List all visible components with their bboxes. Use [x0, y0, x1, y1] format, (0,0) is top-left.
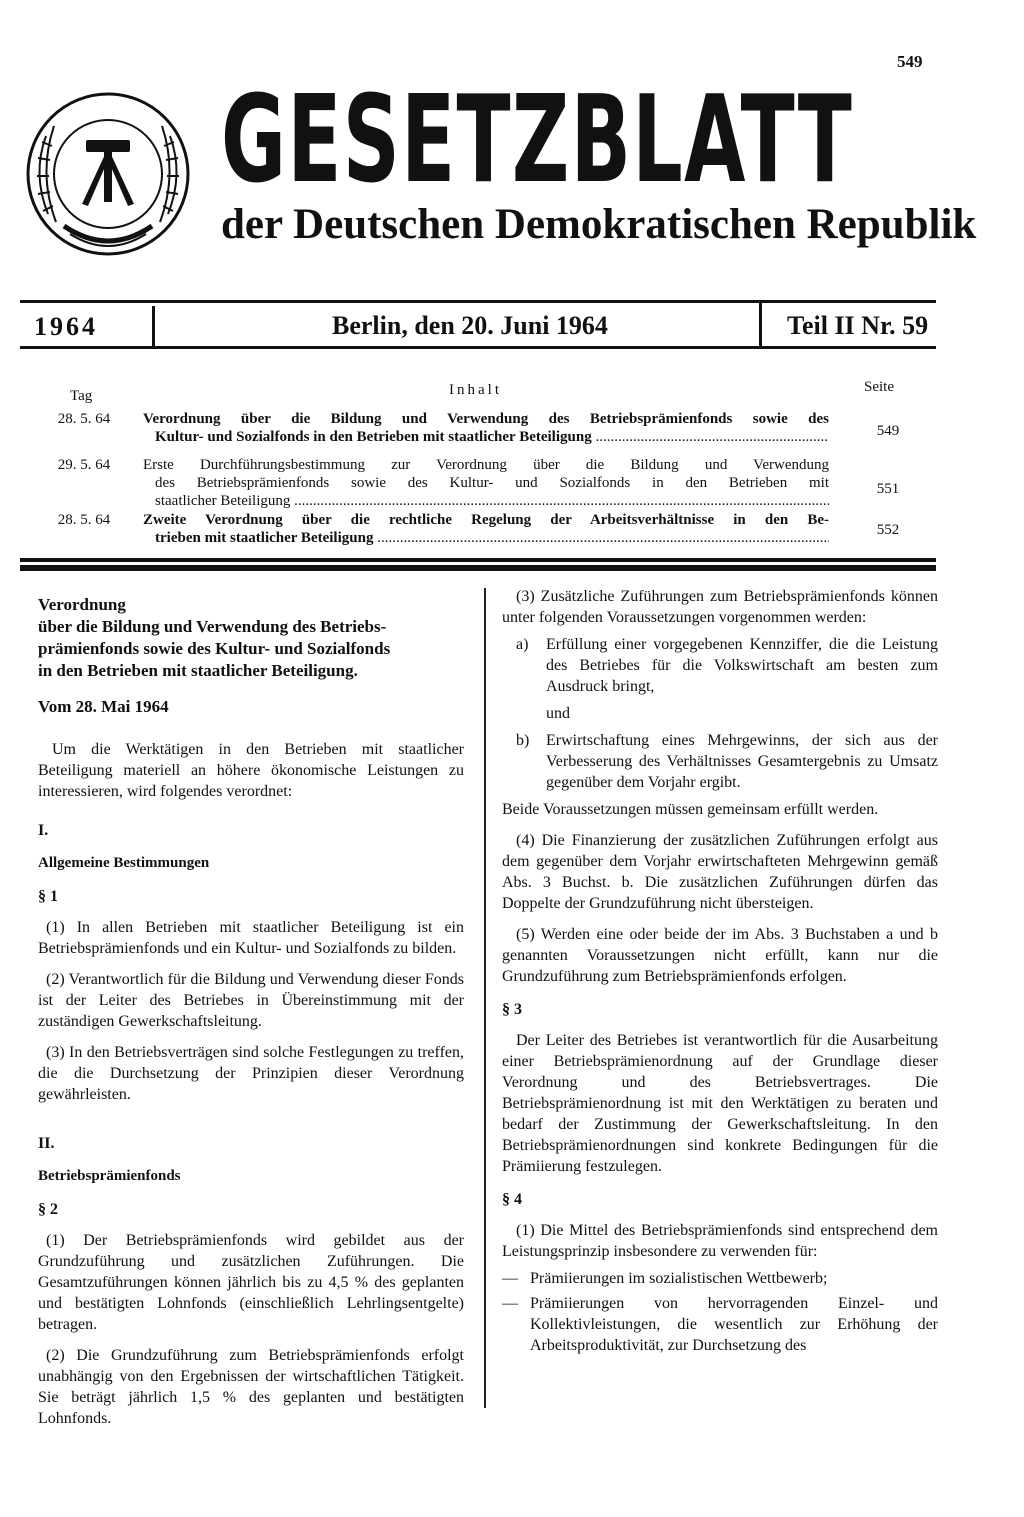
paragraph: Beide Voraussetzungen müssen gemeinsam erfüllt werden.	[502, 801, 879, 818]
dash-marker: —	[502, 1270, 518, 1287]
masthead-subtitle: der Deutschen Demokratischen Republik	[221, 201, 977, 248]
article-left-column	[38, 594, 464, 1429]
toc-header-title: Inhalt	[449, 382, 502, 398]
dash-marker: —	[502, 1295, 518, 1312]
toc-entry-title-line	[143, 492, 829, 510]
toc-entry-page: 552	[876, 522, 900, 538]
list-item-text: Erfüllung einer vorgegebenen Kennziffer, die die Leistung des Betriebes für die Volkswirtschaft am besten zum Ausdruck bringt,	[546, 636, 938, 695]
article-date-line: Vom 28. Mai 1964	[38, 697, 169, 716]
toc-entry-title-line-text: staatlicher Beteiligung	[155, 493, 291, 509]
issue-number: Teil II Nr. 59	[787, 311, 929, 340]
issue-year: 1964	[34, 312, 98, 341]
issue-bar-bottom-rule	[20, 346, 936, 349]
toc-entry-title-line: Verordnung über die Bildung und Verwendung des Betriebsprämienfonds sowie des	[143, 411, 829, 427]
list-item-text: Prämiierungen im sozialistischen Wettbewerb;	[530, 1270, 828, 1287]
column-divider	[484, 588, 486, 1408]
issue-bar-divider-right	[759, 303, 762, 346]
toc-entry[interactable]	[44, 456, 918, 512]
toc-entry-title	[143, 511, 829, 547]
toc-entry-title-line	[143, 529, 829, 547]
toc-entry-title	[143, 410, 829, 446]
list-marker: b)	[516, 732, 530, 749]
toc-header-date: Tag	[70, 388, 93, 404]
section-number: § 2	[38, 1201, 58, 1218]
part-title: Allgemeine Bestimmungen	[38, 855, 210, 871]
toc-entry-page: 549	[876, 423, 900, 439]
paragraph: (4) Die Finanzierung der zusätzlichen Zuführungen erfolgt aus dem gegenüber dem Vorjahr erwirtschafteten Mehrgewinn gemäß Abs. 3 Buchst. b. Die zusätzlichen Zuführungen dürfen das Doppelte der Grundzuführung nicht übersteigen.	[502, 832, 938, 912]
toc-entry-title-line: des Betriebsprämienfonds sowie des Kultur- und Sozialfonds in den Betrieben mit	[155, 475, 829, 491]
list-item	[516, 730, 938, 793]
toc-header-page: Seite	[864, 379, 894, 395]
list-item	[502, 1293, 938, 1356]
section-number: § 1	[38, 888, 58, 905]
contents-bottom-rule-thick	[20, 565, 936, 571]
toc-entry-page: 551	[876, 481, 900, 497]
part-number: I.	[38, 822, 49, 839]
issue-date: Berlin, den 20. Juni 1964	[332, 311, 608, 340]
toc-entry[interactable]	[44, 410, 918, 450]
part-title: Betriebsprämienfonds	[38, 1168, 181, 1184]
article-heading-line: über die Bildung und Verwendung des Betriebs-	[38, 617, 387, 636]
part-number: II.	[38, 1135, 55, 1152]
list-item-text: Prämiierungen von hervorragenden Einzel- und Kollektivleistungen, die wesentlich zur Erhöhung der Arbeitsproduktivität, zur Durchsetzung des	[530, 1295, 938, 1354]
toc-entry-title-line: Zweite Verordnung über die rechtliche Regelung der Arbeitsverhältnisse in den Be-	[143, 512, 829, 528]
paragraph: (3) In den Betriebsverträgen sind solche Festlegungen zu treffen, die die Durchsetzung der Prinzipien dieser Verordnung gewährleisten.	[38, 1044, 464, 1103]
section-number: § 4	[502, 1191, 522, 1208]
section-number: § 3	[502, 1001, 522, 1018]
gdr-state-emblem-icon	[24, 86, 192, 262]
toc-entry-date: 28. 5. 64	[57, 512, 111, 528]
conjunction: und	[546, 705, 570, 722]
paragraph: (1) Der Betriebsprämienfonds wird gebildet aus der Grundzuführung und zusätzlichen Zuführungen. Die Gesamtzuführungen können jährlich bis zu 4,5 % des geplanten und bestätigten Lohnfonds (einschließlich Lehrlingsentgelte) betragen.	[38, 1232, 464, 1333]
list-item-text: Erwirtschaftung eines Mehrgewinns, der sich aus der Verbesserung des Verhältnisses Gesamtergebnis zu Umsatz gegenüber dem Vorjahr ergibt.	[546, 732, 938, 791]
article-heading-line: Verordnung	[38, 595, 126, 614]
contents-bottom-rule	[20, 558, 936, 562]
toc-entry-date: 28. 5. 64	[57, 411, 111, 427]
list-item	[516, 634, 938, 697]
article-heading	[38, 594, 464, 682]
issue-bar-top-rule	[20, 300, 936, 303]
article-heading-line: prämienfonds sowie des Kultur- und Sozialfonds	[38, 639, 391, 658]
toc-entry-title-line: Erste Durchführungsbestimmung zur Verordnung über die Bildung und Verwendung	[143, 457, 829, 473]
page-number: 549	[897, 52, 923, 71]
toc-entry-date: 29. 5. 64	[57, 457, 111, 473]
toc-entry-title	[143, 456, 829, 510]
masthead-title: GESETZBLATT	[221, 71, 854, 210]
toc-entry[interactable]	[44, 511, 918, 551]
paragraph: (1) In allen Betrieben mit staatlicher Beteiligung ist ein Betriebsprämienfonds und ein Kultur- und Sozialfonds zu bilden.	[38, 919, 464, 957]
toc-entry-title-line-text: Kultur- und Sozialfonds in den Betrieben mit staatlicher Beteiligung	[155, 429, 592, 445]
paragraph: Der Leiter des Betriebes ist verantwortlich für die Ausarbeitung einer Betriebsprämienordnung auf der Grundlage dieser Verordnung und des Betriebsvertrages. Die Betriebsprämienordnung ist mit den Werktätigen zu beraten und bedarf der Zustimmung der Gewerkschaftsleitung. In den Betriebsprämienordnungen sind konkrete Bedingungen für die Prämiierung festzulegen.	[502, 1032, 938, 1175]
issue-bar-divider-left	[152, 306, 155, 348]
paragraph: (2) Die Grundzuführung zum Betriebsprämienfonds erfolgt unabhängig von den Ergebnissen der wirtschaftlichen Tätigkeit. Sie beträgt jährlich 1,5 % des geplanten und bestätigten Lohnfonds.	[38, 1347, 464, 1427]
list-item	[502, 1268, 938, 1289]
paragraph: (3) Zusätzliche Zuführungen zum Betriebsprämienfonds können unter folgenden Voraussetzungen vorgenommen werden:	[502, 588, 938, 626]
toc-entry-title-line	[143, 428, 829, 446]
article-heading-line: in den Betrieben mit staatlicher Beteiligung.	[38, 661, 358, 680]
list-marker: a)	[516, 636, 529, 653]
toc-entry-title-line-text: trieben mit staatlicher Beteiligung	[155, 530, 374, 546]
paragraph: (5) Werden eine oder beide der im Abs. 3 Buchstaben a und b genannten Voraussetzungen nicht erfüllt, kann nur die Grundzuführung zum Betriebsprämienfonds erfolgen.	[502, 926, 938, 985]
paragraph: (2) Verantwortlich für die Bildung und Verwendung dieser Fonds ist der Leiter des Betriebes in Übereinstimmung mit der zuständigen Gewerkschaftsleitung.	[38, 971, 464, 1030]
preamble: Um die Werktätigen in den Betrieben mit staatlicher Beteiligung materiell an höhere ökonomische Leistungen zu interessieren, wird folgendes verordnet:	[38, 741, 464, 800]
article-right-column	[502, 586, 938, 1356]
paragraph: (1) Die Mittel des Betriebsprämienfonds sind entsprechend dem Leistungsprinzip insbesondere zu verwenden für:	[502, 1222, 938, 1260]
